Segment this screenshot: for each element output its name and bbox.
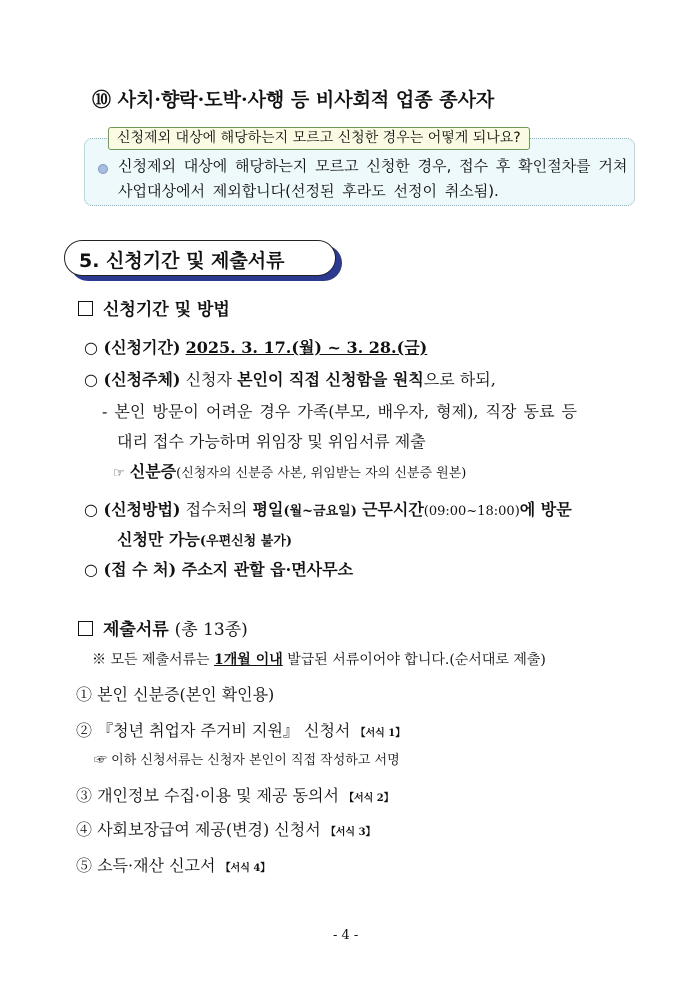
checkbox-square-icon xyxy=(78,301,93,316)
section-header xyxy=(64,240,336,276)
proxy-line-2: 대리 접수 가능하며 위임장 및 위임서류 제출 xyxy=(117,432,426,451)
doc-item: ② 『청년 취업자 주거비 지원』 신청서 【서식 1】 xyxy=(76,721,406,740)
id-note: ☞ 신분증(신청자의 신분증 사본, 위임받는 자의 신분증 원본) xyxy=(113,462,467,481)
doc-item: ⑤ 소득·재산 신고서 【서식 4】 xyxy=(76,856,271,875)
checkbox-square-icon xyxy=(78,621,93,636)
faq-answer-line2: 사업대상에서 제외합니다(선정된 후라도 선정이 취소됨). xyxy=(118,182,499,200)
doc-item: ④ 사회보장급여 제공(변경) 신청서 【서식 3】 xyxy=(76,820,376,839)
pointing-hand-icon: ☞ xyxy=(113,466,125,481)
method-line-2: 신청만 가능(우편신청 불가) xyxy=(117,530,293,549)
applicant-line: ○ (신청주체) 신청자 본인이 직접 신청함을 원칙으로 하되, xyxy=(84,370,496,389)
period-line: ○ (신청기간) 2025. 3. 17.(월) ~ 3. 28.(금) xyxy=(84,338,428,357)
page-number: - 4 - xyxy=(333,928,359,943)
doc-item: ③ 개인정보 수집·이용 및 제공 동의서 【서식 2】 xyxy=(76,786,394,805)
doc-item: ① 본인 신분증(본인 확인용) xyxy=(76,685,275,704)
docs-sub-note: ☞ 이하 신청서류는 신청자 본인이 직접 작성하고 서명 xyxy=(94,753,400,768)
office-line: ○ (접 수 처) 주소지 관할 읍·면사무소 xyxy=(84,560,354,579)
bullet-icon xyxy=(98,164,108,174)
method-line: ○ (신청방법) 접수처의 평일(월~금요일) 근무시간(09:00~18:00)에 방문 xyxy=(84,500,572,519)
faq-answer-line1: 신청제외 대상에 해당하는지 모르고 신청한 경우, 접수 후 확인절차를 거쳐 xyxy=(118,157,628,175)
proxy-line: - 본인 방문이 어려운 경우 가족(부모, 배우자, 형제), 직장 동료 등 xyxy=(102,402,577,421)
docs-note: ※ 모든 제출서류는 1개월 이내 발급된 서류이어야 합니다.(순서대로 제출) xyxy=(92,652,546,668)
faq-question: 신청제외 대상에 해당하는지 모르고 신청한 경우는 어떻게 되나요? xyxy=(108,127,530,150)
exclusion-item-10: ⑩ 사치·향락·도박·사행 등 비사회적 업종 종사자 xyxy=(92,89,495,111)
section-title: 5. 신청기간 및 제출서류 xyxy=(79,250,285,272)
application-dates: 2025. 3. 17.(월) ~ 3. 28.(금) xyxy=(185,338,428,357)
period-heading: 신청기간 및 방법 xyxy=(78,300,230,320)
docs-heading: 제출서류 (총 13종) xyxy=(78,620,248,640)
